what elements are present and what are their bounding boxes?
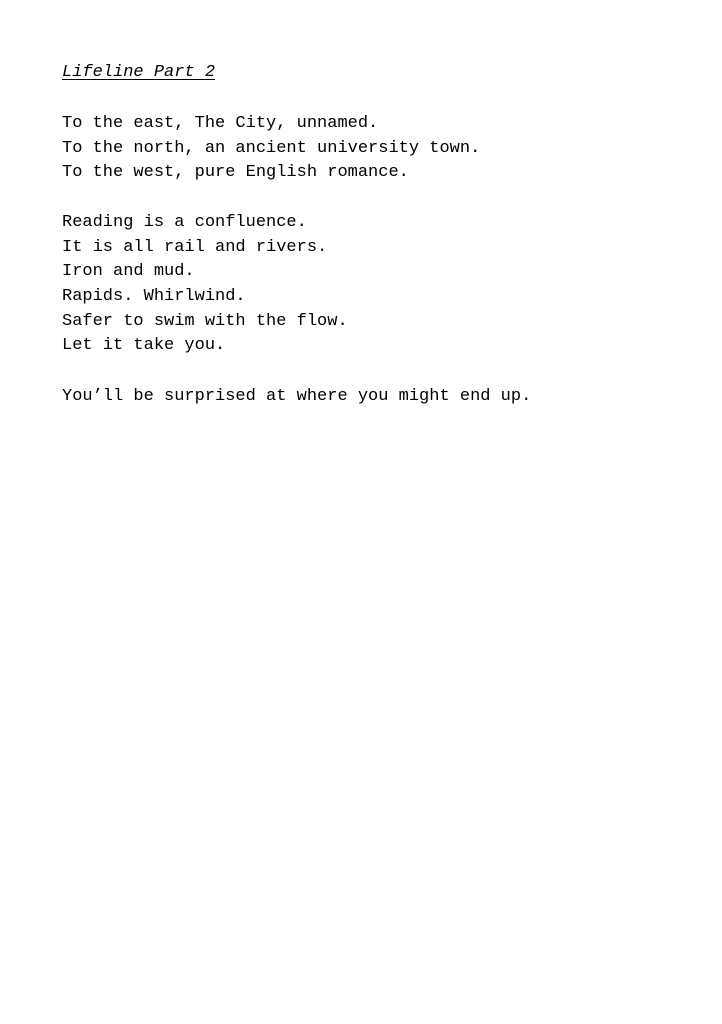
poem-line: It is all rail and rivers. bbox=[62, 237, 328, 257]
poem-line: To the north, an ancient university town. bbox=[62, 138, 481, 158]
poem-line: Iron and mud. bbox=[62, 262, 195, 282]
poem-line: To the west, pure English romance. bbox=[62, 163, 409, 183]
stanza bbox=[62, 211, 348, 359]
poem-line: You’ll be surprised at where you might end up. bbox=[62, 387, 532, 406]
poem-title: Lifeline Part 2 bbox=[62, 63, 216, 82]
poem-line: Let it take you. bbox=[62, 336, 226, 356]
stanza bbox=[62, 112, 480, 186]
poem-line: Safer to swim with the flow. bbox=[62, 311, 348, 331]
stanza bbox=[62, 385, 531, 410]
poem-line: To the east, The City, unnamed. bbox=[62, 114, 379, 133]
poem-line: Rapids. Whirlwind. bbox=[62, 287, 246, 307]
poem-line: Reading is a confluence. bbox=[62, 213, 307, 232]
